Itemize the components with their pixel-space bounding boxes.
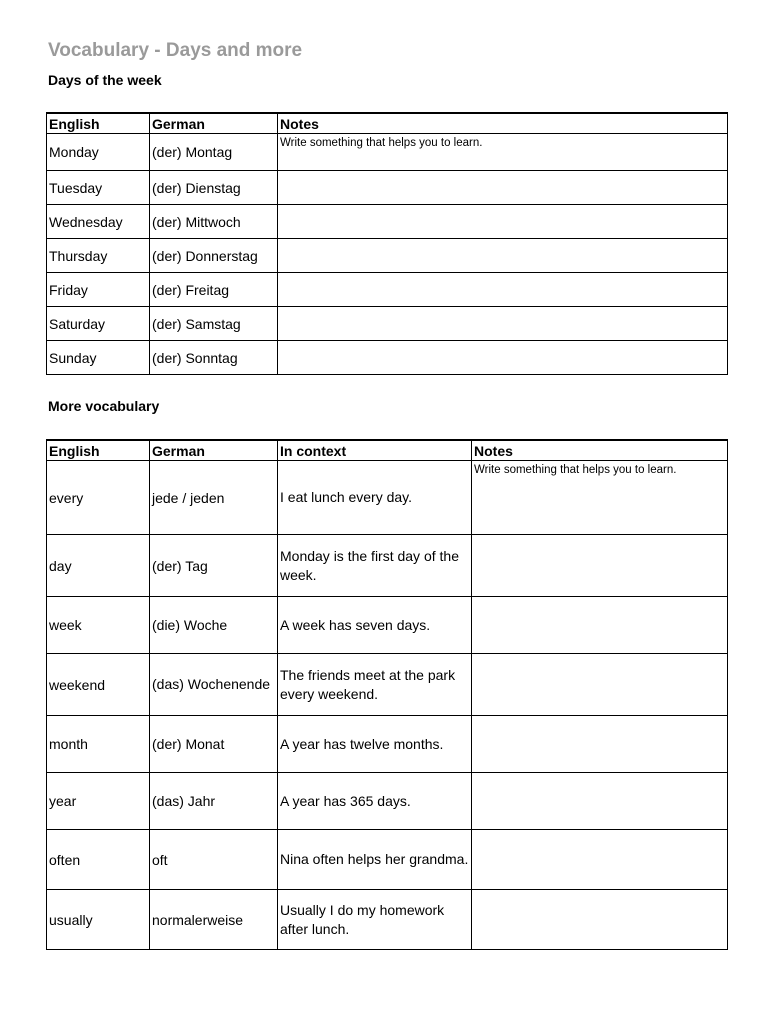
- notes-cell[interactable]: [472, 597, 728, 654]
- notes-cell[interactable]: [472, 716, 728, 773]
- notes-cell[interactable]: [472, 830, 728, 890]
- german-cell: (der) Monat: [150, 716, 278, 773]
- english-cell: Wednesday: [47, 205, 150, 239]
- table-row: [47, 307, 728, 341]
- table-row: [47, 461, 728, 535]
- notes-cell[interactable]: [278, 171, 728, 205]
- context-cell: A year has 365 days.: [278, 773, 472, 830]
- notes-cell[interactable]: [278, 205, 728, 239]
- table-row: [47, 239, 728, 273]
- vocabulary-table: [46, 439, 728, 950]
- english-cell: Tuesday: [47, 171, 150, 205]
- column-header-notes: Notes: [278, 113, 728, 134]
- notes-cell[interactable]: [278, 273, 728, 307]
- notes-cell[interactable]: Write something that helps you to learn.: [472, 461, 728, 535]
- column-header-english: English: [47, 113, 150, 134]
- german-cell: (der) Samstag: [150, 307, 278, 341]
- german-cell: (das) Jahr: [150, 773, 278, 830]
- german-cell: (das) Wochenende: [150, 654, 278, 716]
- context-cell: The friends meet at the park every weekend.: [278, 654, 472, 716]
- table-row: [47, 773, 728, 830]
- context-cell: Usually I do my homework after lunch.: [278, 890, 472, 950]
- english-cell: year: [47, 773, 150, 830]
- english-cell: week: [47, 597, 150, 654]
- table-row: [47, 890, 728, 950]
- column-header-german: German: [150, 440, 278, 461]
- english-cell: Thursday: [47, 239, 150, 273]
- english-cell: month: [47, 716, 150, 773]
- notes-cell[interactable]: [472, 773, 728, 830]
- column-header-notes: Notes: [472, 440, 728, 461]
- notes-cell[interactable]: [278, 307, 728, 341]
- days-table-header: [47, 113, 728, 134]
- more-section-heading: More vocabulary: [48, 398, 160, 414]
- table-row: [47, 273, 728, 307]
- english-cell: usually: [47, 890, 150, 950]
- english-cell: Sunday: [47, 341, 150, 375]
- german-cell: (der) Dienstag: [150, 171, 278, 205]
- english-cell: weekend: [47, 654, 150, 716]
- days-table: [46, 112, 728, 375]
- table-row: [47, 341, 728, 375]
- notes-cell[interactable]: Write something that helps you to learn.: [278, 134, 728, 171]
- english-cell: every: [47, 461, 150, 535]
- column-header-in-context: In context: [278, 440, 472, 461]
- table-row: [47, 134, 728, 171]
- english-cell: Saturday: [47, 307, 150, 341]
- context-cell: I eat lunch every day.: [278, 461, 472, 535]
- german-cell: (der) Mittwoch: [150, 205, 278, 239]
- german-cell: oft: [150, 830, 278, 890]
- table-row: [47, 830, 728, 890]
- german-cell: (der) Donnerstag: [150, 239, 278, 273]
- notes-cell[interactable]: [278, 239, 728, 273]
- english-cell: day: [47, 535, 150, 597]
- context-cell: Nina often helps her grandma.: [278, 830, 472, 890]
- german-cell: (der) Freitag: [150, 273, 278, 307]
- german-cell: (der) Tag: [150, 535, 278, 597]
- table-row: [47, 171, 728, 205]
- context-cell: A week has seven days.: [278, 597, 472, 654]
- english-cell: Friday: [47, 273, 150, 307]
- context-cell: Monday is the first day of the week.: [278, 535, 472, 597]
- notes-cell[interactable]: [472, 654, 728, 716]
- column-header-english: English: [47, 440, 150, 461]
- table-row: [47, 597, 728, 654]
- german-cell: jede / jeden: [150, 461, 278, 535]
- german-cell: (der) Montag: [150, 134, 278, 171]
- english-cell: often: [47, 830, 150, 890]
- notes-cell[interactable]: [472, 535, 728, 597]
- table-row: [47, 716, 728, 773]
- table-row: [47, 535, 728, 597]
- table-row: [47, 205, 728, 239]
- column-header-german: German: [150, 113, 278, 134]
- page-title: Vocabulary - Days and more: [48, 40, 303, 61]
- vocabulary-table-header: [47, 440, 728, 461]
- context-cell: A year has twelve months.: [278, 716, 472, 773]
- german-cell: (die) Woche: [150, 597, 278, 654]
- notes-cell[interactable]: [278, 341, 728, 375]
- german-cell: normalerweise: [150, 890, 278, 950]
- english-cell: Monday: [47, 134, 150, 171]
- table-row: [47, 654, 728, 716]
- german-cell: (der) Sonntag: [150, 341, 278, 375]
- days-section-heading: Days of the week: [48, 72, 162, 88]
- notes-cell[interactable]: [472, 890, 728, 950]
